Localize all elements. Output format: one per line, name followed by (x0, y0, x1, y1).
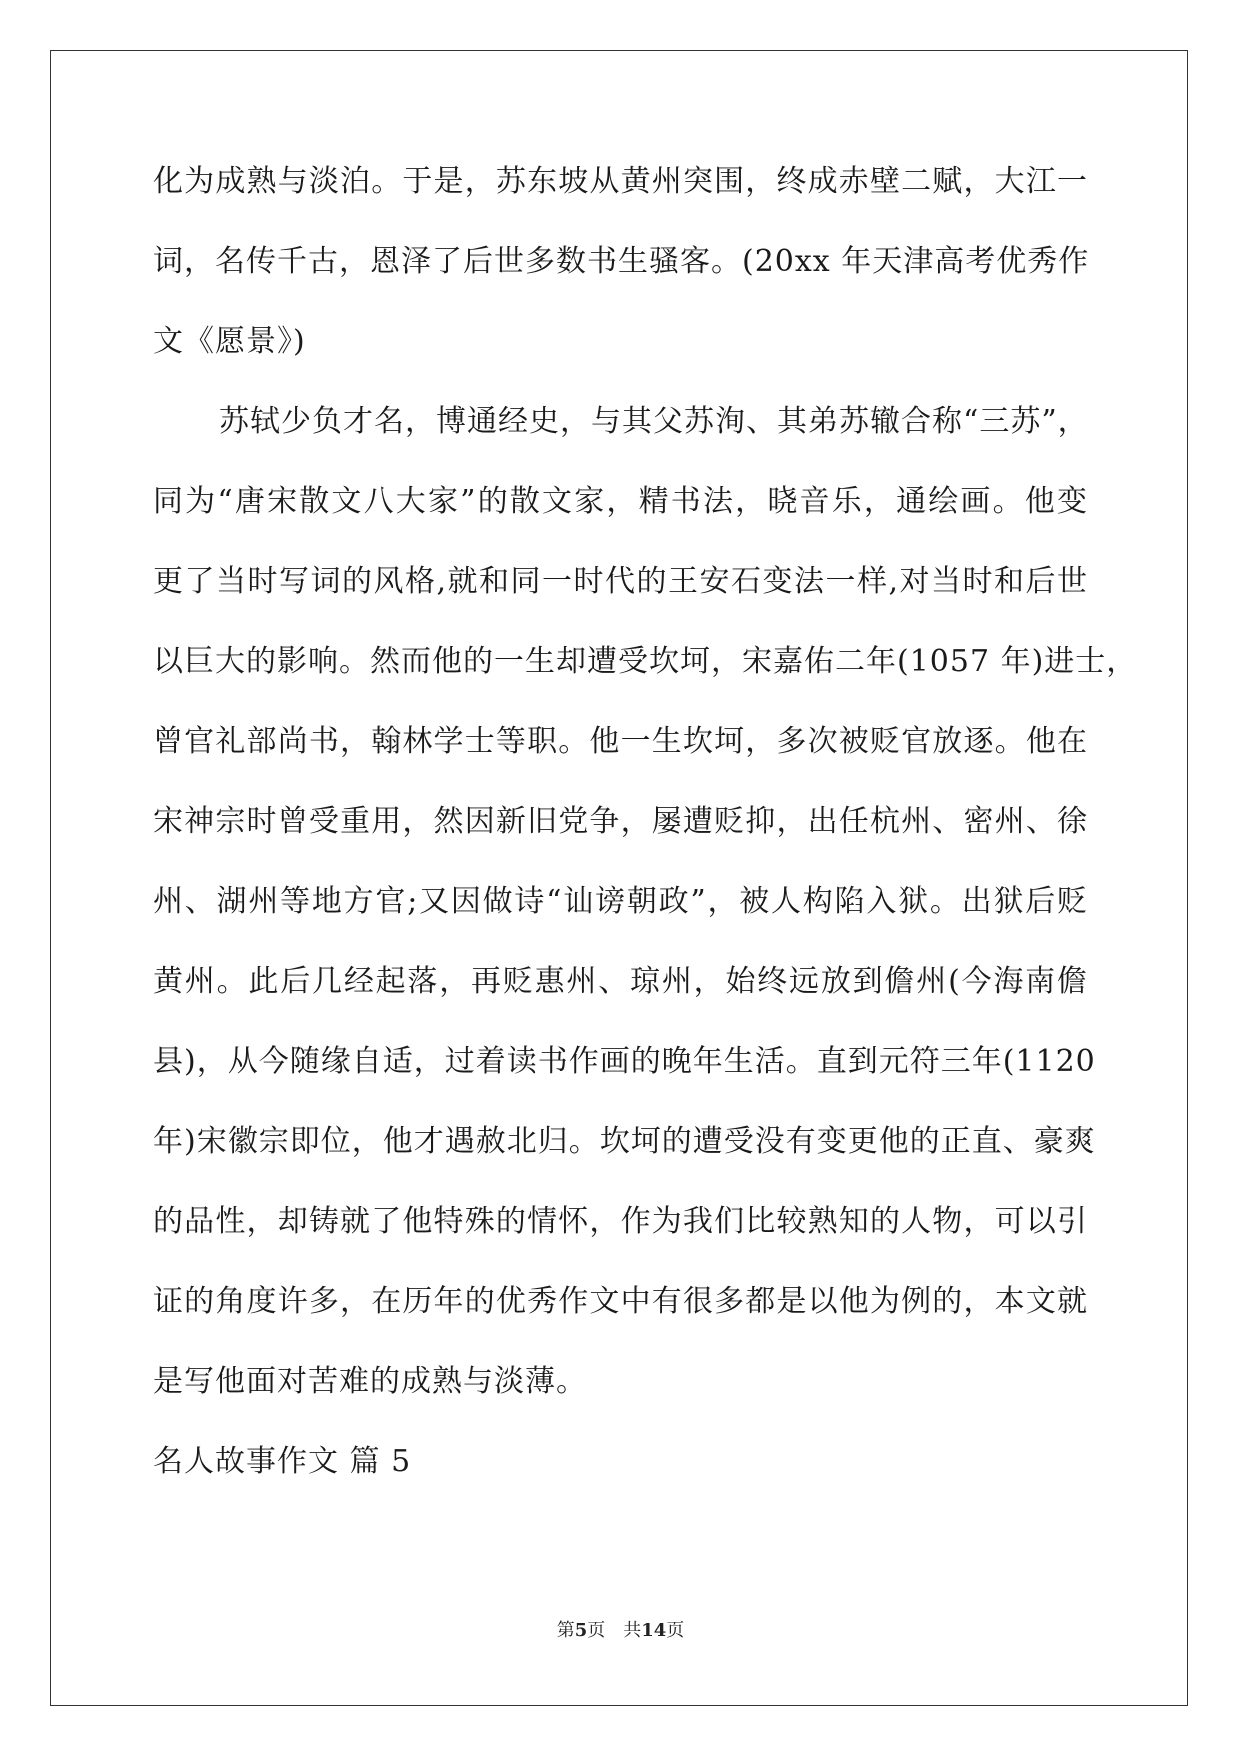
footer-suffix: 页 (666, 1620, 685, 1641)
text-line: 化为成熟与淡泊。于是，苏东坡从黄州突围，终成赤壁二赋，大江一 (153, 164, 1088, 199)
document-body (153, 152, 1138, 1512)
text-line: 宋神宗时曾受重用，然因新旧党争，屡遭贬抑，出任杭州、密州、徐 (153, 804, 1088, 839)
text-line: 苏轼少负才名，博通经史，与其父苏洵、其弟苏辙合称“三苏”， (219, 404, 1089, 439)
text-line: 同为“唐宋散文八大家”的散文家，精书法，晓音乐，通绘画。他变 (153, 484, 1088, 519)
text-line: 文《愿景》) (153, 324, 306, 359)
text-line: 年)宋徽宗即位，他才遇赦北归。坎坷的遭受没有变更他的正直、豪爽 (153, 1124, 1096, 1159)
text-line: 州、湖州等地方官;又因做诗“讪谤朝政”，被人构陷入狱。出狱后贬 (153, 884, 1088, 919)
footer-prefix: 第 (556, 1620, 575, 1641)
text-line: 以巨大的影响。然而他的一生却遭受坎坷，宋嘉佑二年(1057 年)进士， (153, 644, 1138, 679)
total-page-count: 14 (641, 1620, 667, 1641)
text-line: 曾官礼部尚书，翰林学士等职。他一生坎坷，多次被贬官放逐。他在 (153, 724, 1088, 759)
text-line: 黄州。此后几经起落，再贬惠州、琼州，始终远放到儋州(今海南儋 (153, 964, 1088, 999)
current-page-number: 5 (574, 1620, 588, 1641)
footer-mid: 页 共 (587, 1620, 642, 1641)
text-line: 词，名传千古，恩泽了后世多数书生骚客。(20xx 年天津高考优秀作 (153, 244, 1090, 279)
paragraph-1 (153, 152, 1088, 392)
paragraph-2 (153, 392, 1138, 1432)
text-line: 证的角度许多，在历年的优秀作文中有很多都是以他为例的，本文就 (153, 1284, 1088, 1319)
text-line: 的品性，却铸就了他特殊的情怀，作为我们比较熟知的人物，可以引 (153, 1204, 1088, 1239)
text-line: 县)，从今随缘自适，过着读书作画的晚年生活。直到元符三年(1120 (153, 1044, 1096, 1079)
text-line: 更了当时写词的风格,就和同一时代的王安石变法一样,对当时和后世 (153, 564, 1088, 599)
section-heading: 名人故事作文 篇 5 (153, 1444, 412, 1479)
text-line: 是写他面对苦难的成熟与淡薄。 (153, 1364, 587, 1399)
page-footer (0, 1616, 1241, 1642)
